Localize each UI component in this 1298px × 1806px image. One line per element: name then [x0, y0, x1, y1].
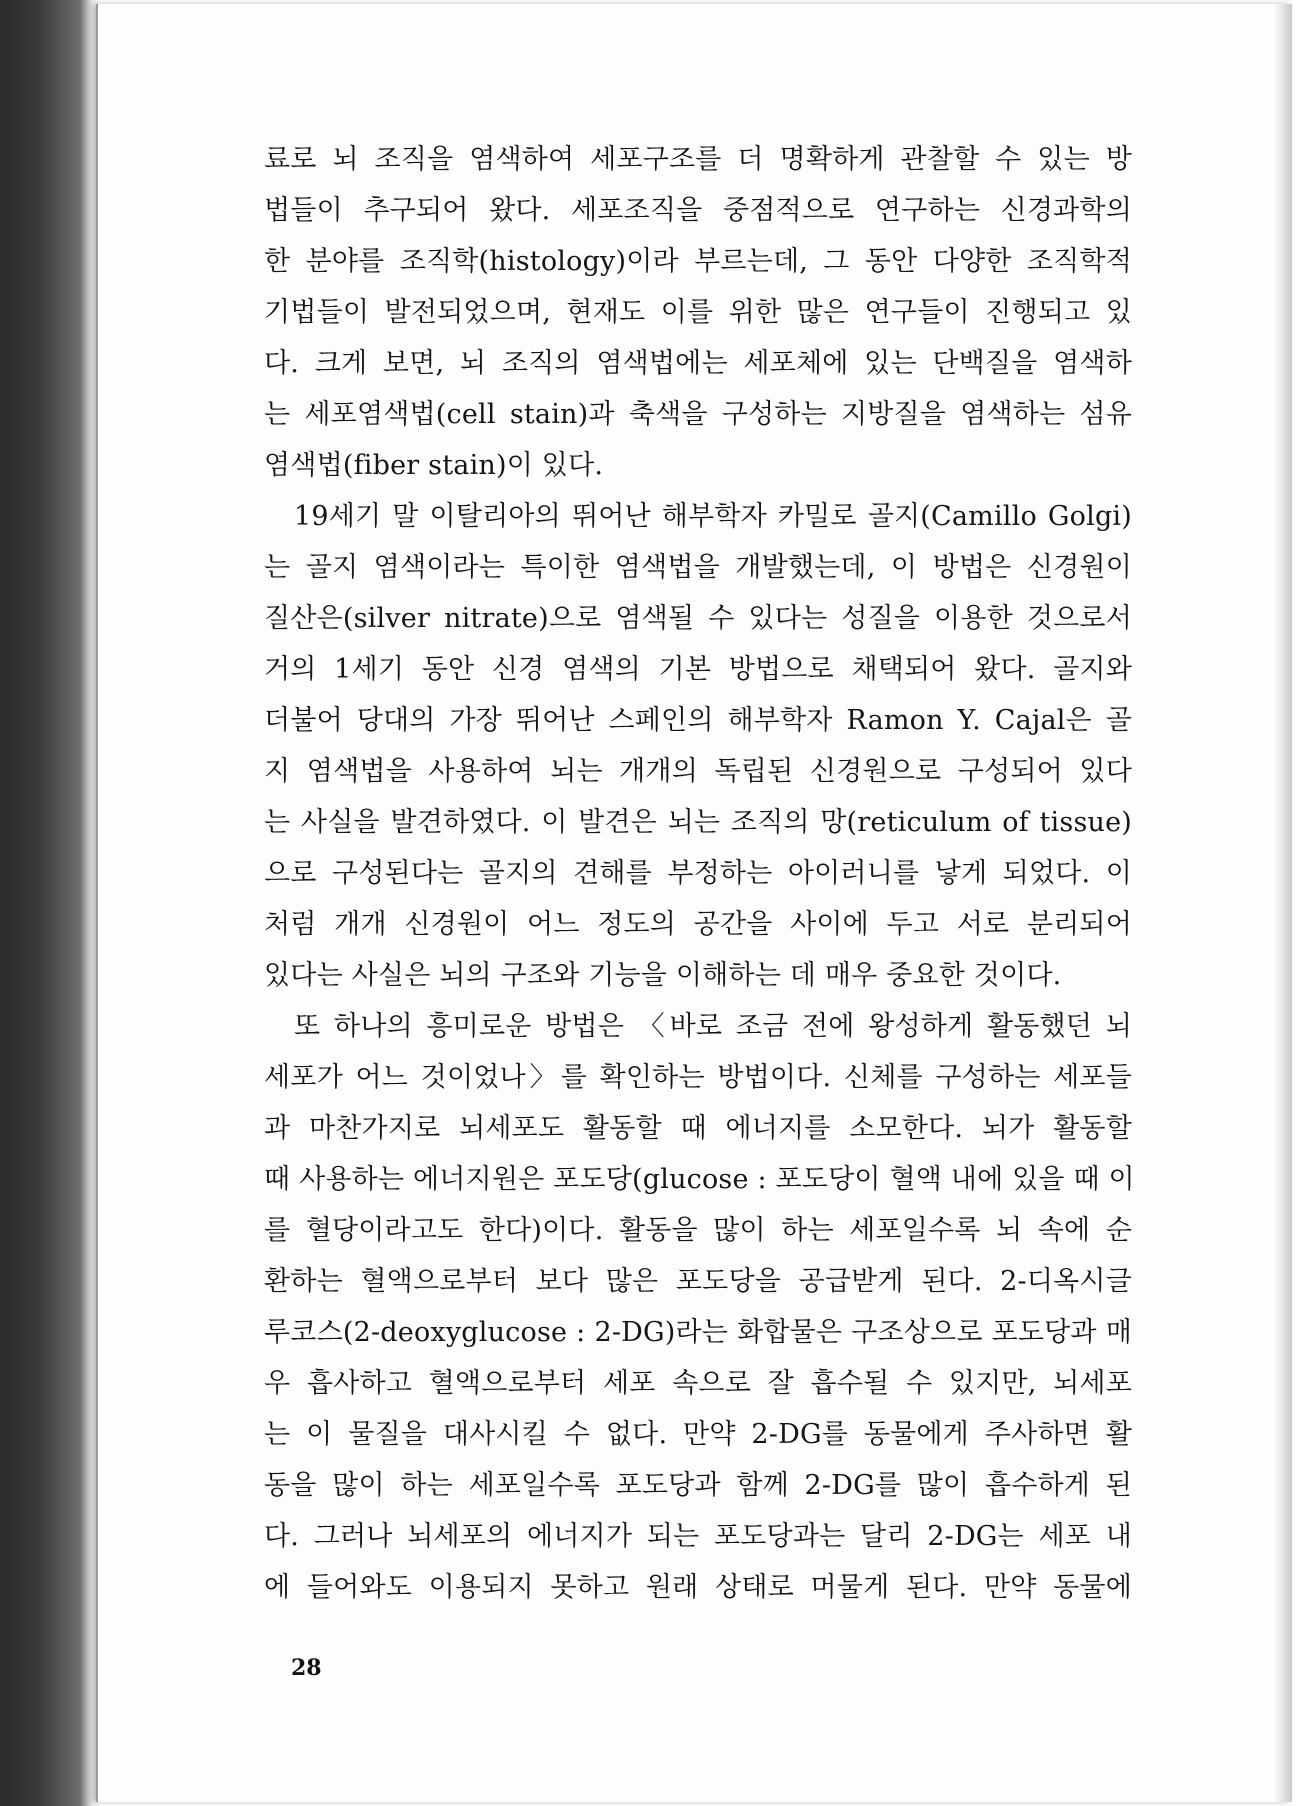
- text-line: 한 분야를 조직학(histology)이라 부르는데, 그 동안 다양한 조직학적: [264, 246, 1132, 277]
- text-line: 료로 뇌 조직을 염색하여 세포구조를 더 명확하게 관찰할 수 있는 방: [264, 144, 1132, 175]
- text-line: 세포가 어느 것이었나〉를 확인하는 방법이다. 신체를 구성하는 세포들: [264, 1062, 1132, 1093]
- text-line: 는 이 물질을 대사시킬 수 없다. 만약 2-DG를 동물에게 주사하면 활: [264, 1419, 1132, 1450]
- text-line: 지 염색법을 사용하여 뇌는 개개의 독립된 신경원으로 구성되어 있다: [264, 756, 1132, 787]
- text-line: 는 사실을 발견하였다. 이 발견은 뇌는 조직의 망(reticulum of tissue): [264, 807, 1132, 838]
- page-number: 28: [291, 1655, 322, 1681]
- text-line: 때 사용하는 에너지원은 포도당(glucose : 포도당이 혈액 내에 있을 때 이: [264, 1164, 1135, 1195]
- text-line: 과 마찬가지로 뇌세포도 활동할 때 에너지를 소모한다. 뇌가 활동할: [264, 1113, 1132, 1144]
- text-line: 환하는 혈액으로부터 보다 많은 포도당을 공급받게 된다. 2-디옥시글: [264, 1266, 1132, 1297]
- text-line: 우 흡사하고 혈액으로부터 세포 속으로 잘 흡수될 수 있지만, 뇌세포: [264, 1368, 1132, 1399]
- text-line: 으로 구성된다는 골지의 견해를 부정하는 아이러니를 낳게 되었다. 이: [264, 858, 1132, 889]
- paragraph-3: [264, 1001, 1135, 1613]
- text-line: 를 혈당이라고도 한다)이다. 활동을 많이 하는 세포일수록 뇌 속에 순: [264, 1215, 1132, 1246]
- text-line: 루코스(2-deoxyglucose : 2-DG)라는 화합물은 구조상으로 포도당과 매: [264, 1317, 1132, 1348]
- text-line: 다. 그러나 뇌세포의 에너지가 되는 포도당과는 달리 2-DG는 세포 내: [264, 1521, 1132, 1552]
- text-line: 19세기 말 이탈리아의 뛰어난 해부학자 카밀로 골지(Camillo Golgi): [294, 501, 1132, 532]
- text-line: 동을 많이 하는 세포일수록 포도당과 함께 2-DG를 많이 흡수하게 된: [264, 1470, 1132, 1501]
- text-line: 법들이 추구되어 왔다. 세포조직을 중점적으로 연구하는 신경과학의: [264, 195, 1132, 226]
- text-line: 질산은(silver nitrate)으로 염색될 수 있다는 성질을 이용한 것으로서: [264, 603, 1132, 634]
- text-line: 에 들어와도 이용되지 못하고 원래 상태로 머물게 된다. 만약 동물에: [264, 1572, 1132, 1603]
- body-text: [264, 134, 1135, 1613]
- paragraph-1: [264, 134, 1132, 491]
- text-line: 기법들이 발전되었으며, 현재도 이를 위한 많은 연구들이 진행되고 있: [264, 297, 1132, 328]
- text-line: 염색법(fiber stain)이 있다.: [264, 450, 604, 481]
- text-line: 더불어 당대의 가장 뛰어난 스페인의 해부학자 Ramon Y. Cajal은 골: [264, 705, 1132, 736]
- text-line: 또 하나의 흥미로운 방법은 〈바로 조금 전에 왕성하게 활동했던 뇌: [294, 1011, 1132, 1042]
- text-line: 는 골지 염색이라는 특이한 염색법을 개발했는데, 이 방법은 신경원이: [264, 552, 1132, 583]
- paragraph-2: [264, 491, 1132, 1001]
- text-line: 처럼 개개 신경원이 어느 정도의 공간을 사이에 두고 서로 분리되어: [264, 909, 1132, 940]
- text-line: 다. 크게 보면, 뇌 조직의 염색법에는 세포체에 있는 단백질을 염색하: [264, 348, 1132, 379]
- text-line: 거의 1세기 동안 신경 염색의 기본 방법으로 채택되어 왔다. 골지와: [264, 654, 1132, 685]
- text-line: 있다는 사실은 뇌의 구조와 기능을 이해하는 데 매우 중요한 것이다.: [264, 960, 1062, 991]
- page-edge-shadow: [1274, 4, 1292, 1802]
- text-line: 는 세포염색법(cell stain)과 축색을 구성하는 지방질을 염색하는 섬유: [264, 399, 1132, 430]
